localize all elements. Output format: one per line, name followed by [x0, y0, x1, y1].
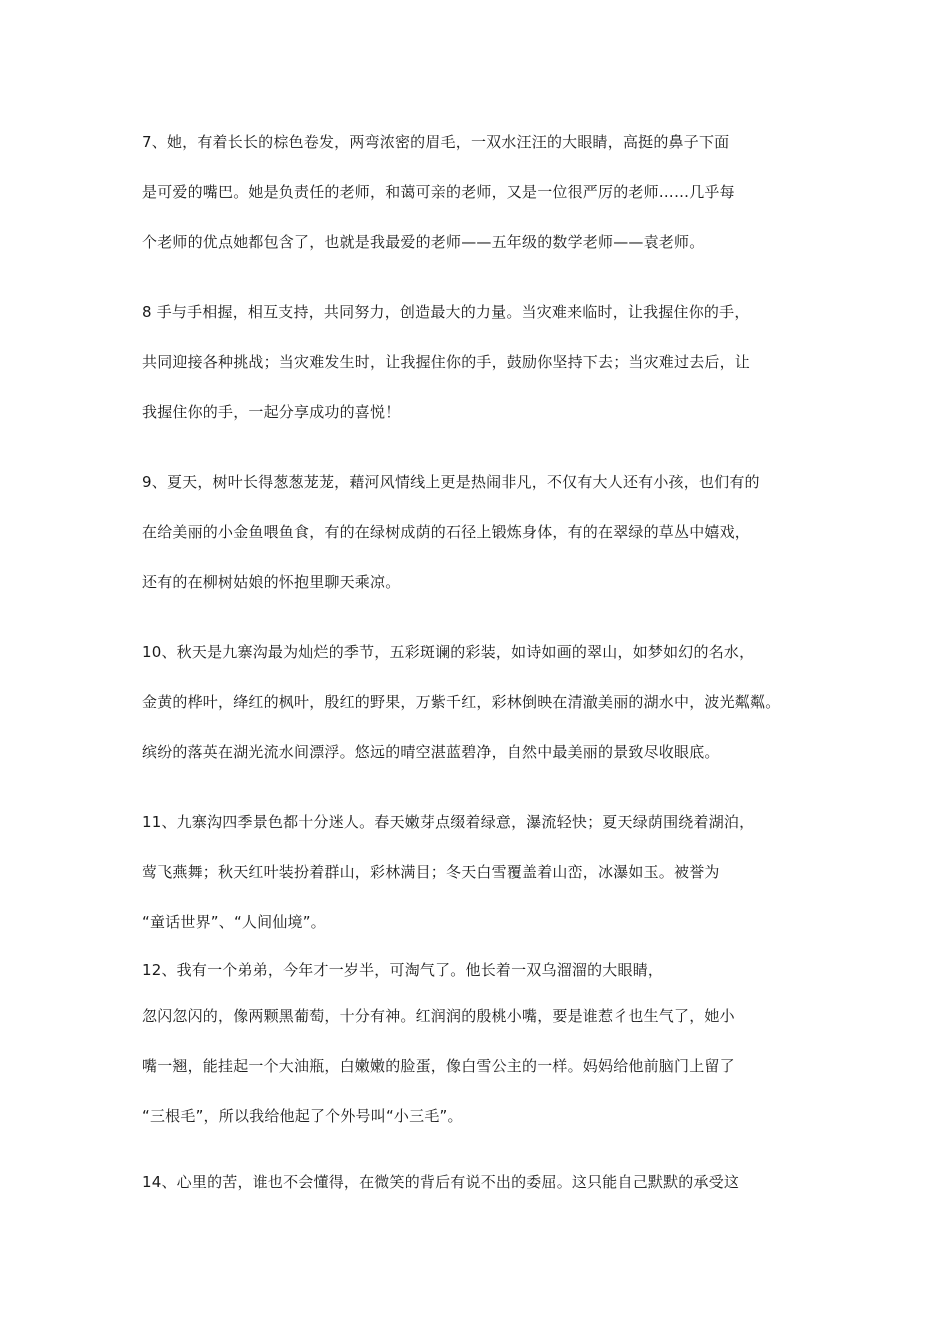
paragraph-9-line-3: 还有的在柳树姑娘的怀抱里聊天乘凉。 [142, 573, 401, 591]
paragraph-9-line-1: 9、夏天，树叶长得葱葱茏茏，藉河风情线上更是热闹非凡，不仅有大人还有小孩，也们有的 [142, 473, 760, 491]
paragraph-10-line-1: 10、秋天是九寨沟最为灿烂的季节，五彩斑谰的彩装，如诗如画的翠山，如梦如幻的名水， [142, 643, 755, 661]
paragraph-12-line-2: 忽闪忽闪的，像两颗黑葡萄，十分有神。红润润的殷桃小嘴，要是谁惹彳也生气了，她小 [142, 1007, 735, 1025]
paragraph-7-line-1: 7、她，有着长长的棕色卷发，两弯浓密的眉毛，一双水汪汪的大眼睛，高挺的鼻子下面 [142, 133, 730, 151]
paragraph-14-line-1: 14、心里的苦，谁也不会懂得，在微笑的背后有说不出的委屈。这只能自己默默的承受这 [142, 1173, 740, 1191]
paragraph-11-line-2: 莺飞燕舞；秋天红叶装扮着群山，彩林满目；冬天白雪覆盖着山峦，冰瀑如玉。被誉为 [142, 863, 720, 881]
paragraph-7-line-3: 个老师的优点她都包含了，也就是我最爱的老师——五年级的数学老师——袁老师。 [142, 233, 705, 251]
paragraph-12-line-4: “三根毛”，所以我给他起了个外号叫“小三毛”。 [142, 1107, 463, 1125]
paragraph-12-line-1: 12、我有一个弟弟，今年才一岁半，可淘气了。他长着一双乌溜溜的大眼睛， [142, 961, 664, 979]
paragraph-12-line-3: 嘴一翘，能挂起一个大油瓶，白嫩嫩的脸蛋，像白雪公主的一样。妈妈给他前脑门上留了 [142, 1057, 735, 1075]
paragraph-11-line-3: “童话世界”、“人间仙境”。 [142, 913, 326, 931]
paragraph-10-line-2: 金黄的桦叶，绛红的枫叶，殷红的野果，万紫千红，彩林倒映在清澈美丽的湖水中，波光粼粼。 [142, 693, 781, 711]
paragraph-8-line-3: 我握住你的手，一起分享成功的喜悦！ [142, 403, 401, 421]
paragraph-10-line-3: 缤纷的落英在湖光流水间漂浮。悠远的晴空湛蓝碧净，自然中最美丽的景致尽收眼底。 [142, 743, 720, 761]
paragraph-11-line-1: 11、九寨沟四季景色都十分迷人。春天嫩芽点缀着绿意，瀑流轻快；夏天绿荫围绕着湖泊， [142, 813, 755, 831]
paragraph-9-line-2: 在给美丽的小金鱼喂鱼食，有的在绿树成荫的石径上锻炼身体，有的在翠绿的草丛中嬉戏， [142, 523, 751, 541]
paragraph-8-line-1: 8 手与手相握，相互支持，共同努力，创造最大的力量。当灾难来临时，让我握住你的手， [142, 303, 750, 321]
paragraph-8-line-2: 共同迎接各种挑战；当灾难发生时，让我握住你的手，鼓励你坚持下去；当灾难过去后，让 [142, 353, 751, 371]
paragraph-7-line-2: 是可爱的嘴巴。她是负责任的老师，和蔼可亲的老师，又是一位很严厉的老师……几乎每 [142, 183, 735, 201]
